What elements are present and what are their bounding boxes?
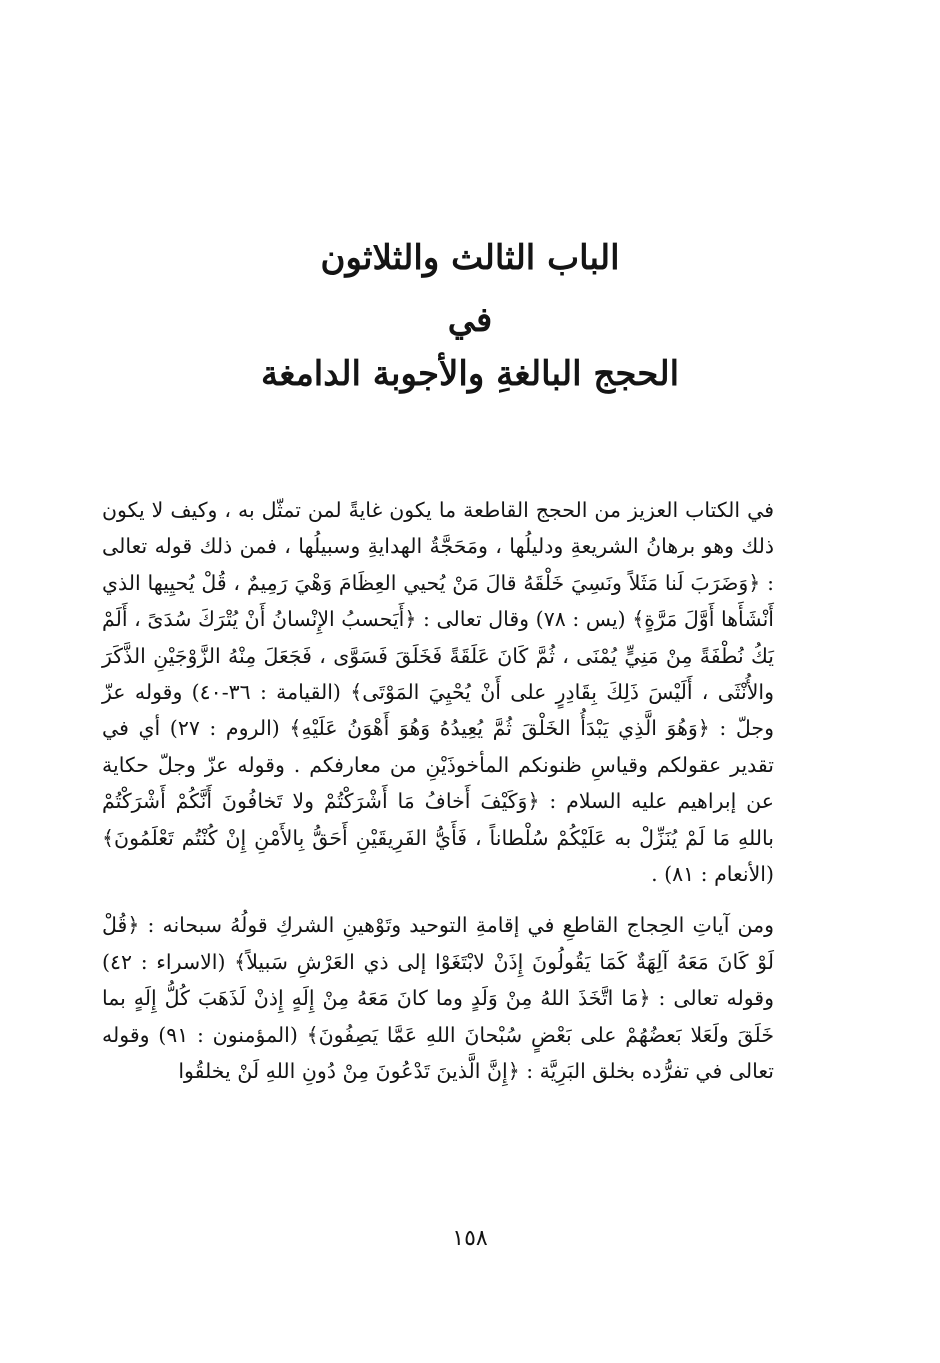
chapter-title: الباب الثالث والثلاثون	[320, 238, 620, 278]
page-number: ١٥٨	[452, 1226, 488, 1251]
paragraph-1: في الكتاب العزيز من الحجج القاطعة ما يكون غايةً لمن تمثّل به ، وكيف لا يكون ذلك وهو برهانُ الشريعةِ ودليلُها ، ومَحَجَّةُ الهدايةِ وسبيلُها ، فمن ذلك قوله تعالى : ﴿وَضَرَبَ لَنا مَثَلاً ونَسِيَ خَلْقَهُ قالَ مَنْ يُحيي العِظَامَ وَهْيَ رَمِيمٌ ، قُلْ يُحيِيها الذي أَنْشَأَها أَوَّلَ مَرَّةٍ﴾ (يس : ٧٨) وقال تعالى : ﴿أَيَحسبُ الإِنْسانُ أَنْ يُتْرَكَ سُدَىً ، أَلَمْ يَكُ نُطْفَةً مِنْ مَنِيٍّ يُمْنَى ، ثُمَّ كَانَ عَلَقَةً فَخَلَقَ فَسَوَّى ، فَجَعَلَ مِنْهُ الزَّوْجَيْنِ الذَّكَرَ والأُنْثَى ، أَلَيْسَ ذَلِكَ بِقَادِرٍ على أَنْ يُحْيِيَ المَوْتَى﴾ (القيامة : ٣٦-٤٠) وقوله عزّ وجلّ : ﴿وَهُوَ الَّذِي يَبْدَأُ الخَلْقَ ثُمَّ يُعِيدُهُ وَهُوَ أَهْوَنُ عَلَيْهِ﴾ (الروم : ٢٧) أي في تقدير عقولكم وقياسِ ظنونكم المأخوذَيْنِ من معارفكم . وقوله عزّ وجلّ حكاية عن إبراهيم عليه السلام : ﴿وَكَيْفَ أَخافُ مَا أَشْرَكْتُمْ ولا تَخافُونَ أَنَّكُمْ أَشْرَكْتُمْ باللهِ مَا لَمْ يُنَزِّلْ به عَلَيْكُمْ سُلْطاناً ، فَأَيُّ الفَرِيقَيْنِ أَحَقُّ بِالأَمْنِ إِنْ كُنْتُم تَعْلَمُونَ﴾ (الأنعام : ٨١) .	[102, 498, 774, 887]
body-text	[102, 492, 774, 1090]
chapter-connector: في	[447, 300, 493, 340]
chapter-subtitle: الحجج البالغةِ والأجوبة الدامغة	[260, 354, 680, 394]
paragraph-2: ومن آياتِ الحِجاج القاطعِ في إقامةِ التوحيد وتَوْهينِ الشركِ قولُهُ سبحانه : ﴿قُلْ لَوْ كَانَ مَعَهُ آلِهَةٌ كَمَا يَقُولُونَ إِذَنْ لابْتَغَوْا إلى ذي العَرْشِ سَبيلاً﴾ (الاسراء : ٤٢) وقوله تعالى : ﴿مَا اتَّخَذَ اللهُ مِنْ وَلَدٍ وما كانَ مَعَهُ مِنْ إِلَهٍ إِذنْ لَذَهَبَ كُلُّ إِلَهٍ بما خَلَقَ ولَعَلا بَعضُهُمْ على بَعْضٍ سُبْحانَ اللهِ عَمَّا يَصِفُونَ﴾ (المؤمنون : ٩١) وقوله تعالى في تفرُّده بخلق البَرِيَّة : ﴿إِنَّ الَّذينَ تَدْعُونَ مِنْ دُونِ اللهِ لَنْ يخلقُوا	[102, 913, 774, 1084]
